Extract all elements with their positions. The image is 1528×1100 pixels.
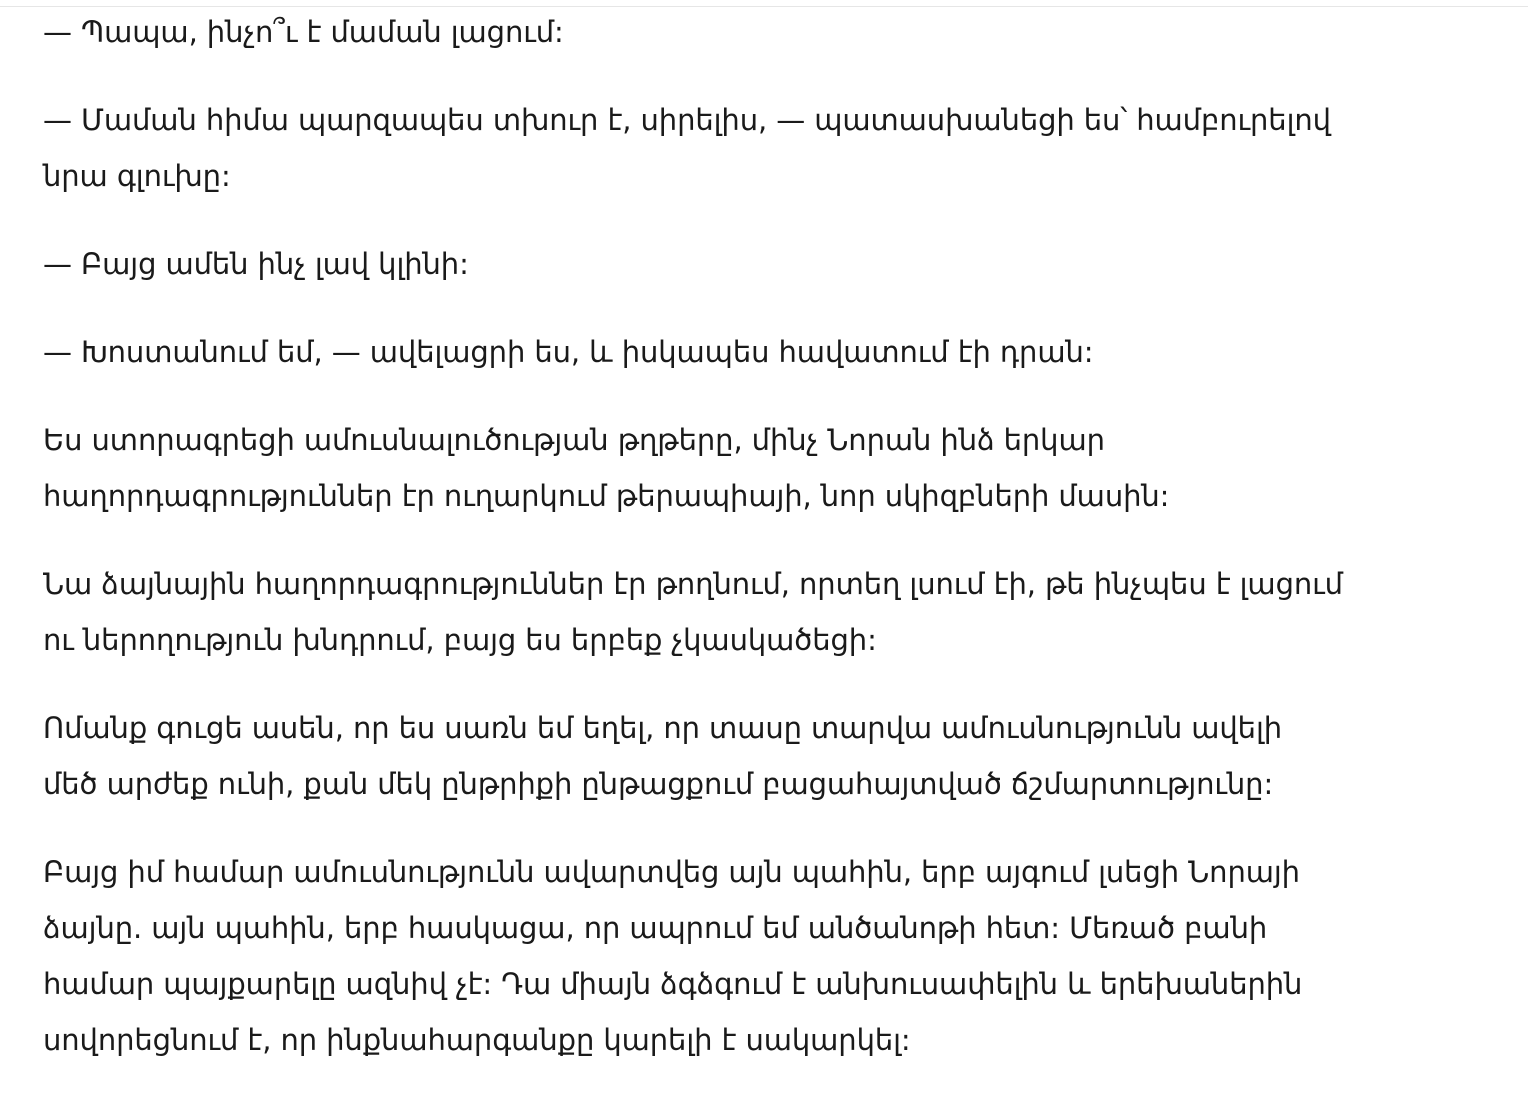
dialogue-paragraph: — Պապա, ինչո՞ւ է մաման լացում: <box>43 15 564 49</box>
article-body <box>43 4 1343 1100</box>
narrative-paragraph: Բայց իմ համար ամուսնությունն ավարտվեց այն պահին, երբ այգում լսեցի Նորայի ձայնը. այն պահին, երբ հասկացա, որ ապրում եմ անծանոթի հետ: Մեռած բանի համար պայքարելը ազնիվ չէ: Դա միայն ձգձգում է անխուսափելին և երեխաներին սովորեցնում է, որ ինքնահարգանքը կարելի է սակարկել: <box>43 855 1303 1057</box>
narrative-paragraph: Ոմանք գուցե ասեն, որ ես սառն եմ եղել, որ տասը տարվա ամուսնությունն ավելի մեծ արժեք ունի, քան մեկ ընթրիքի ընթացքում բացահայտված ճշմարտությունը: <box>43 711 1282 801</box>
narrative-paragraph: Ես ստորագրեցի ամուսնալուծության թղթերը, մինչ Նորան ինձ երկար հաղորդագրություններ էր ուղարկում թերապիայի, նոր սկիզբների մասին: <box>43 423 1170 513</box>
narrative-paragraph: Նա ձայնային հաղորդագրություններ էր թողնում, որտեղ լսում էի, թե ինչպես է լացում ու ներողություն խնդրում, բայց ես երբեք չկասկածեցի: <box>43 567 1343 657</box>
dialogue-paragraph: — Խոստանում եմ, — ավելացրի ես, և իսկապես հավատում էի դրան: <box>43 335 1094 369</box>
dialogue-paragraph: — Մաման հիմա պարզապես տխուր է, սիրելիս, — պատասխանեցի ես՝ համբուրելով նրա գլուխը: <box>43 103 1331 193</box>
dialogue-paragraph: — Բայց ամեն ինչ լավ կլինի: <box>43 247 469 281</box>
